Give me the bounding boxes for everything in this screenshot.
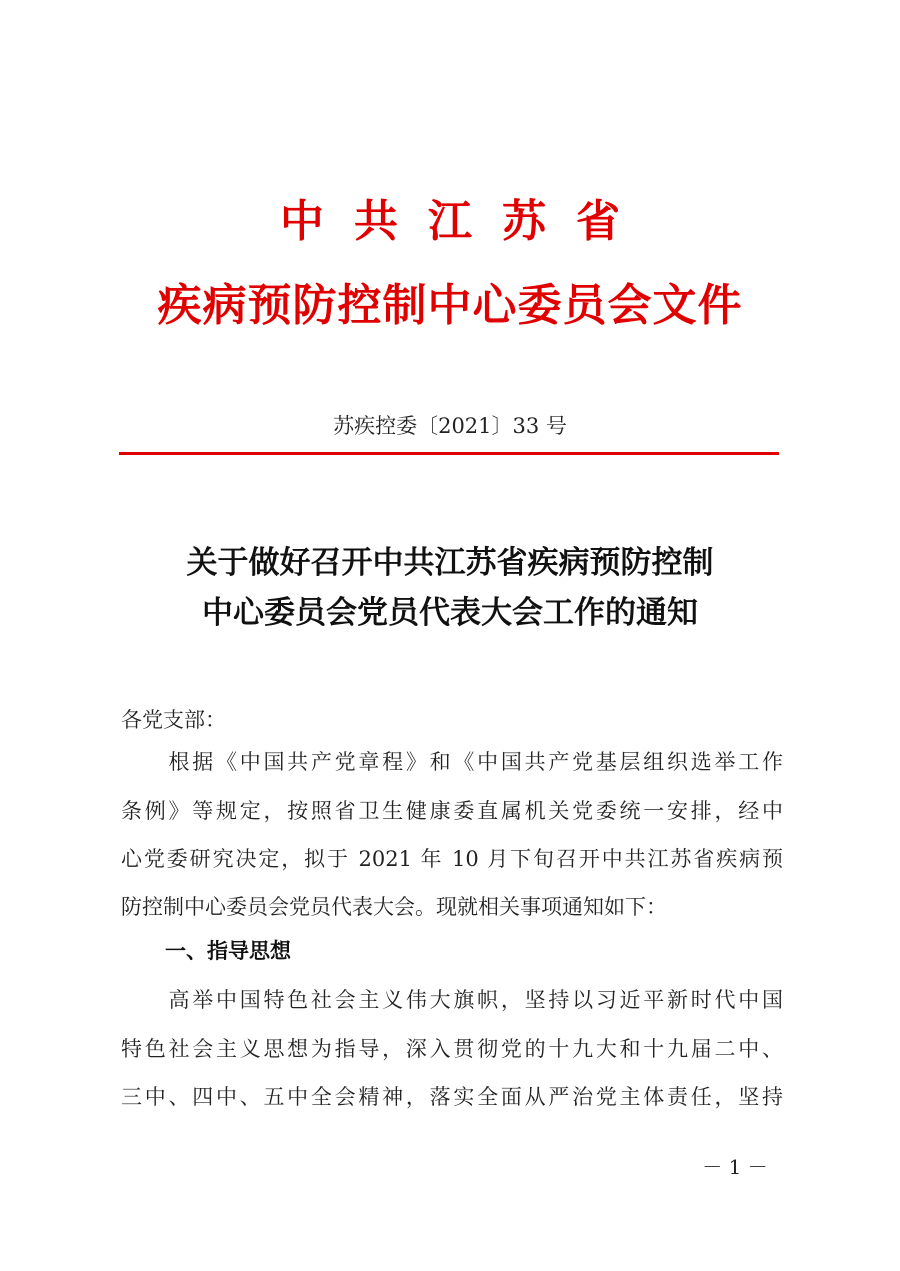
red-separator-rule bbox=[119, 452, 779, 455]
document-title-line-2: 中心委员会党员代表大会工作的通知 bbox=[202, 595, 698, 631]
issuing-organization-line-1: 中共江苏省 bbox=[280, 196, 650, 247]
paragraph-2-line-3: 三中、四中、五中全会精神，落实全面从严治党主体责任，坚持 bbox=[121, 1085, 783, 1109]
issuing-organization-line-2: 疾病预防控制中心委员会文件 bbox=[157, 280, 743, 331]
document-number: 苏疾控委〔2021〕33 号 bbox=[333, 414, 567, 438]
section-1-heading: 一、指导思想 bbox=[165, 939, 291, 963]
paragraph-1-line-4: 防控制中心委员会党员代表大会。现就相关事项通知如下： bbox=[121, 895, 667, 919]
document-title-line-1: 关于做好召开中共江苏省疾病预防控制 bbox=[186, 545, 714, 581]
salutation: 各党支部： bbox=[121, 708, 226, 732]
paragraph-1-line-3: 心党委研究决定，拟于 2021 年 10 月下旬召开中共江苏省疾病预 bbox=[121, 847, 783, 871]
paragraph-2-line-1: 高举中国特色社会主义伟大旗帜，坚持以习近平新时代中国 bbox=[121, 988, 783, 1012]
paragraph-2-line-2: 特色社会主义思想为指导，深入贯彻党的十九大和十九届二中、 bbox=[121, 1037, 783, 1061]
paragraph-1-line-1: 根据《中国共产党章程》和《中国共产党基层组织选举工作 bbox=[121, 750, 783, 774]
paragraph-1-line-2: 条例》等规定，按照省卫生健康委直属机关党委统一安排，经中 bbox=[121, 799, 783, 823]
page-number: － 1 － bbox=[702, 1155, 768, 1179]
